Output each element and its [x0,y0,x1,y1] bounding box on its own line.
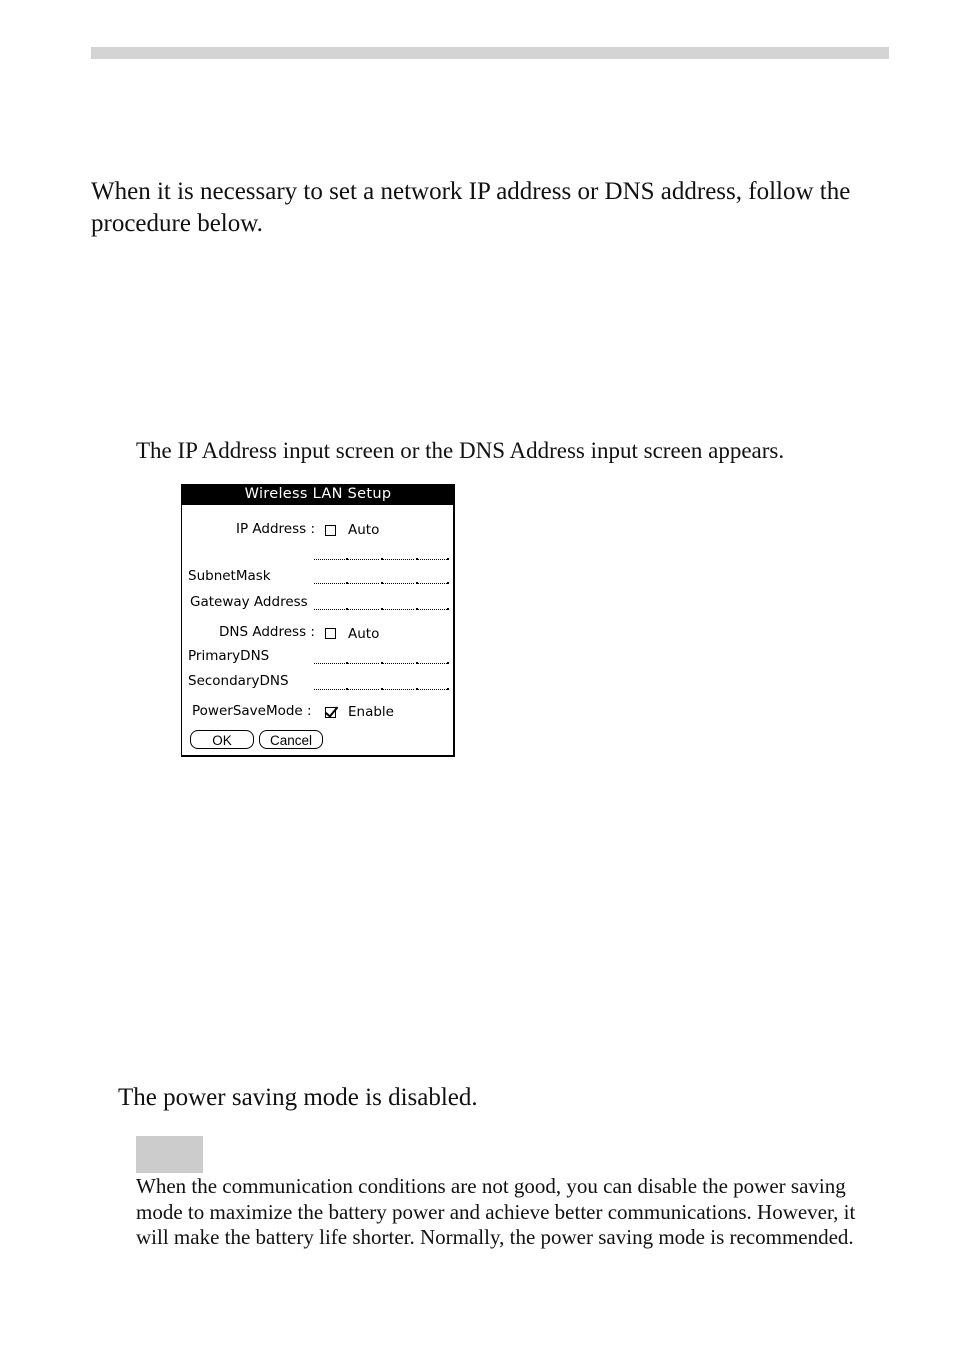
address-octet-line [383,689,414,690]
result-text: The power saving mode is disabled. [118,1084,478,1111]
secondary-dns-field[interactable] [314,682,449,690]
address-octet-line [418,609,447,610]
address-separator-dot [346,582,348,584]
power-save-enable-checkbox[interactable] [325,707,336,718]
address-separator-dot [447,582,449,584]
secondary-dns-label: SecondaryDNS [188,673,289,689]
address-octet-line [348,663,379,664]
address-octet-line [383,609,414,610]
address-separator-dot [346,608,348,610]
address-octet-line [383,663,414,664]
address-separator-dot [346,662,348,664]
address-octet-line [348,583,379,584]
ok-button[interactable]: OK [190,730,254,749]
ip-auto-checkbox[interactable] [325,525,336,536]
address-octet-line [383,559,414,560]
address-separator-dot [416,688,418,690]
wireless-lan-setup-dialog [181,484,455,757]
address-separator-dot [447,662,449,664]
address-separator-dot [416,608,418,610]
address-separator-dot [381,558,383,560]
address-octet-line [314,609,345,610]
primary-dns-label: PrimaryDNS [188,648,270,664]
address-octet-line [348,689,379,690]
dns-address-label: DNS Address : [219,624,315,640]
address-separator-dot [381,582,383,584]
address-separator-dot [416,558,418,560]
intro-paragraph: When it is necessary to set a network IP address or DNS address, follow the procedure below. [91,178,851,237]
address-octet-line [348,609,379,610]
address-separator-dot [416,662,418,664]
address-separator-dot [416,582,418,584]
primary-dns-field[interactable] [314,656,449,664]
address-separator-dot [447,558,449,560]
dialog-title: Wireless LAN Setup [181,484,455,505]
power-save-enable-label: Enable [348,704,394,720]
cancel-button[interactable]: Cancel [259,730,323,749]
address-octet-line [314,663,345,664]
address-separator-dot [346,688,348,690]
address-separator-dot [346,558,348,560]
address-octet-line [418,559,447,560]
note-tab [136,1136,203,1173]
address-octet-line [418,663,447,664]
dns-auto-label: Auto [348,626,380,642]
address-octet-line [314,559,345,560]
address-separator-dot [381,608,383,610]
ip-address-field[interactable] [314,552,449,560]
address-separator-dot [381,688,383,690]
ip-auto-label: Auto [348,522,380,538]
address-separator-dot [381,662,383,664]
note-paragraph: When the communication conditions are not good, you can disable the power saving mode to maximize the battery power and achieve better communications. However, it will make the battery life shorter. Normally, the power saving mode is recommended. [136,1174,856,1249]
address-separator-dot [447,608,449,610]
gateway-address-label: Gateway Address [190,594,308,610]
address-octet-line [418,689,447,690]
screen-caption: The IP Address input screen or the DNS Address input screen appears. [136,438,785,463]
address-octet-line [418,583,447,584]
dns-auto-checkbox[interactable] [325,628,336,639]
address-octet-line [314,689,345,690]
address-octet-line [348,559,379,560]
power-save-mode-label: PowerSaveMode : [192,703,312,719]
header-rule [91,47,889,59]
address-octet-line [314,583,345,584]
gateway-address-field[interactable] [314,602,449,610]
subnet-mask-label: SubnetMask [188,568,271,584]
address-octet-line [383,583,414,584]
address-separator-dot [447,688,449,690]
subnet-mask-field[interactable] [314,576,449,584]
ip-address-label: IP Address : [236,521,316,537]
